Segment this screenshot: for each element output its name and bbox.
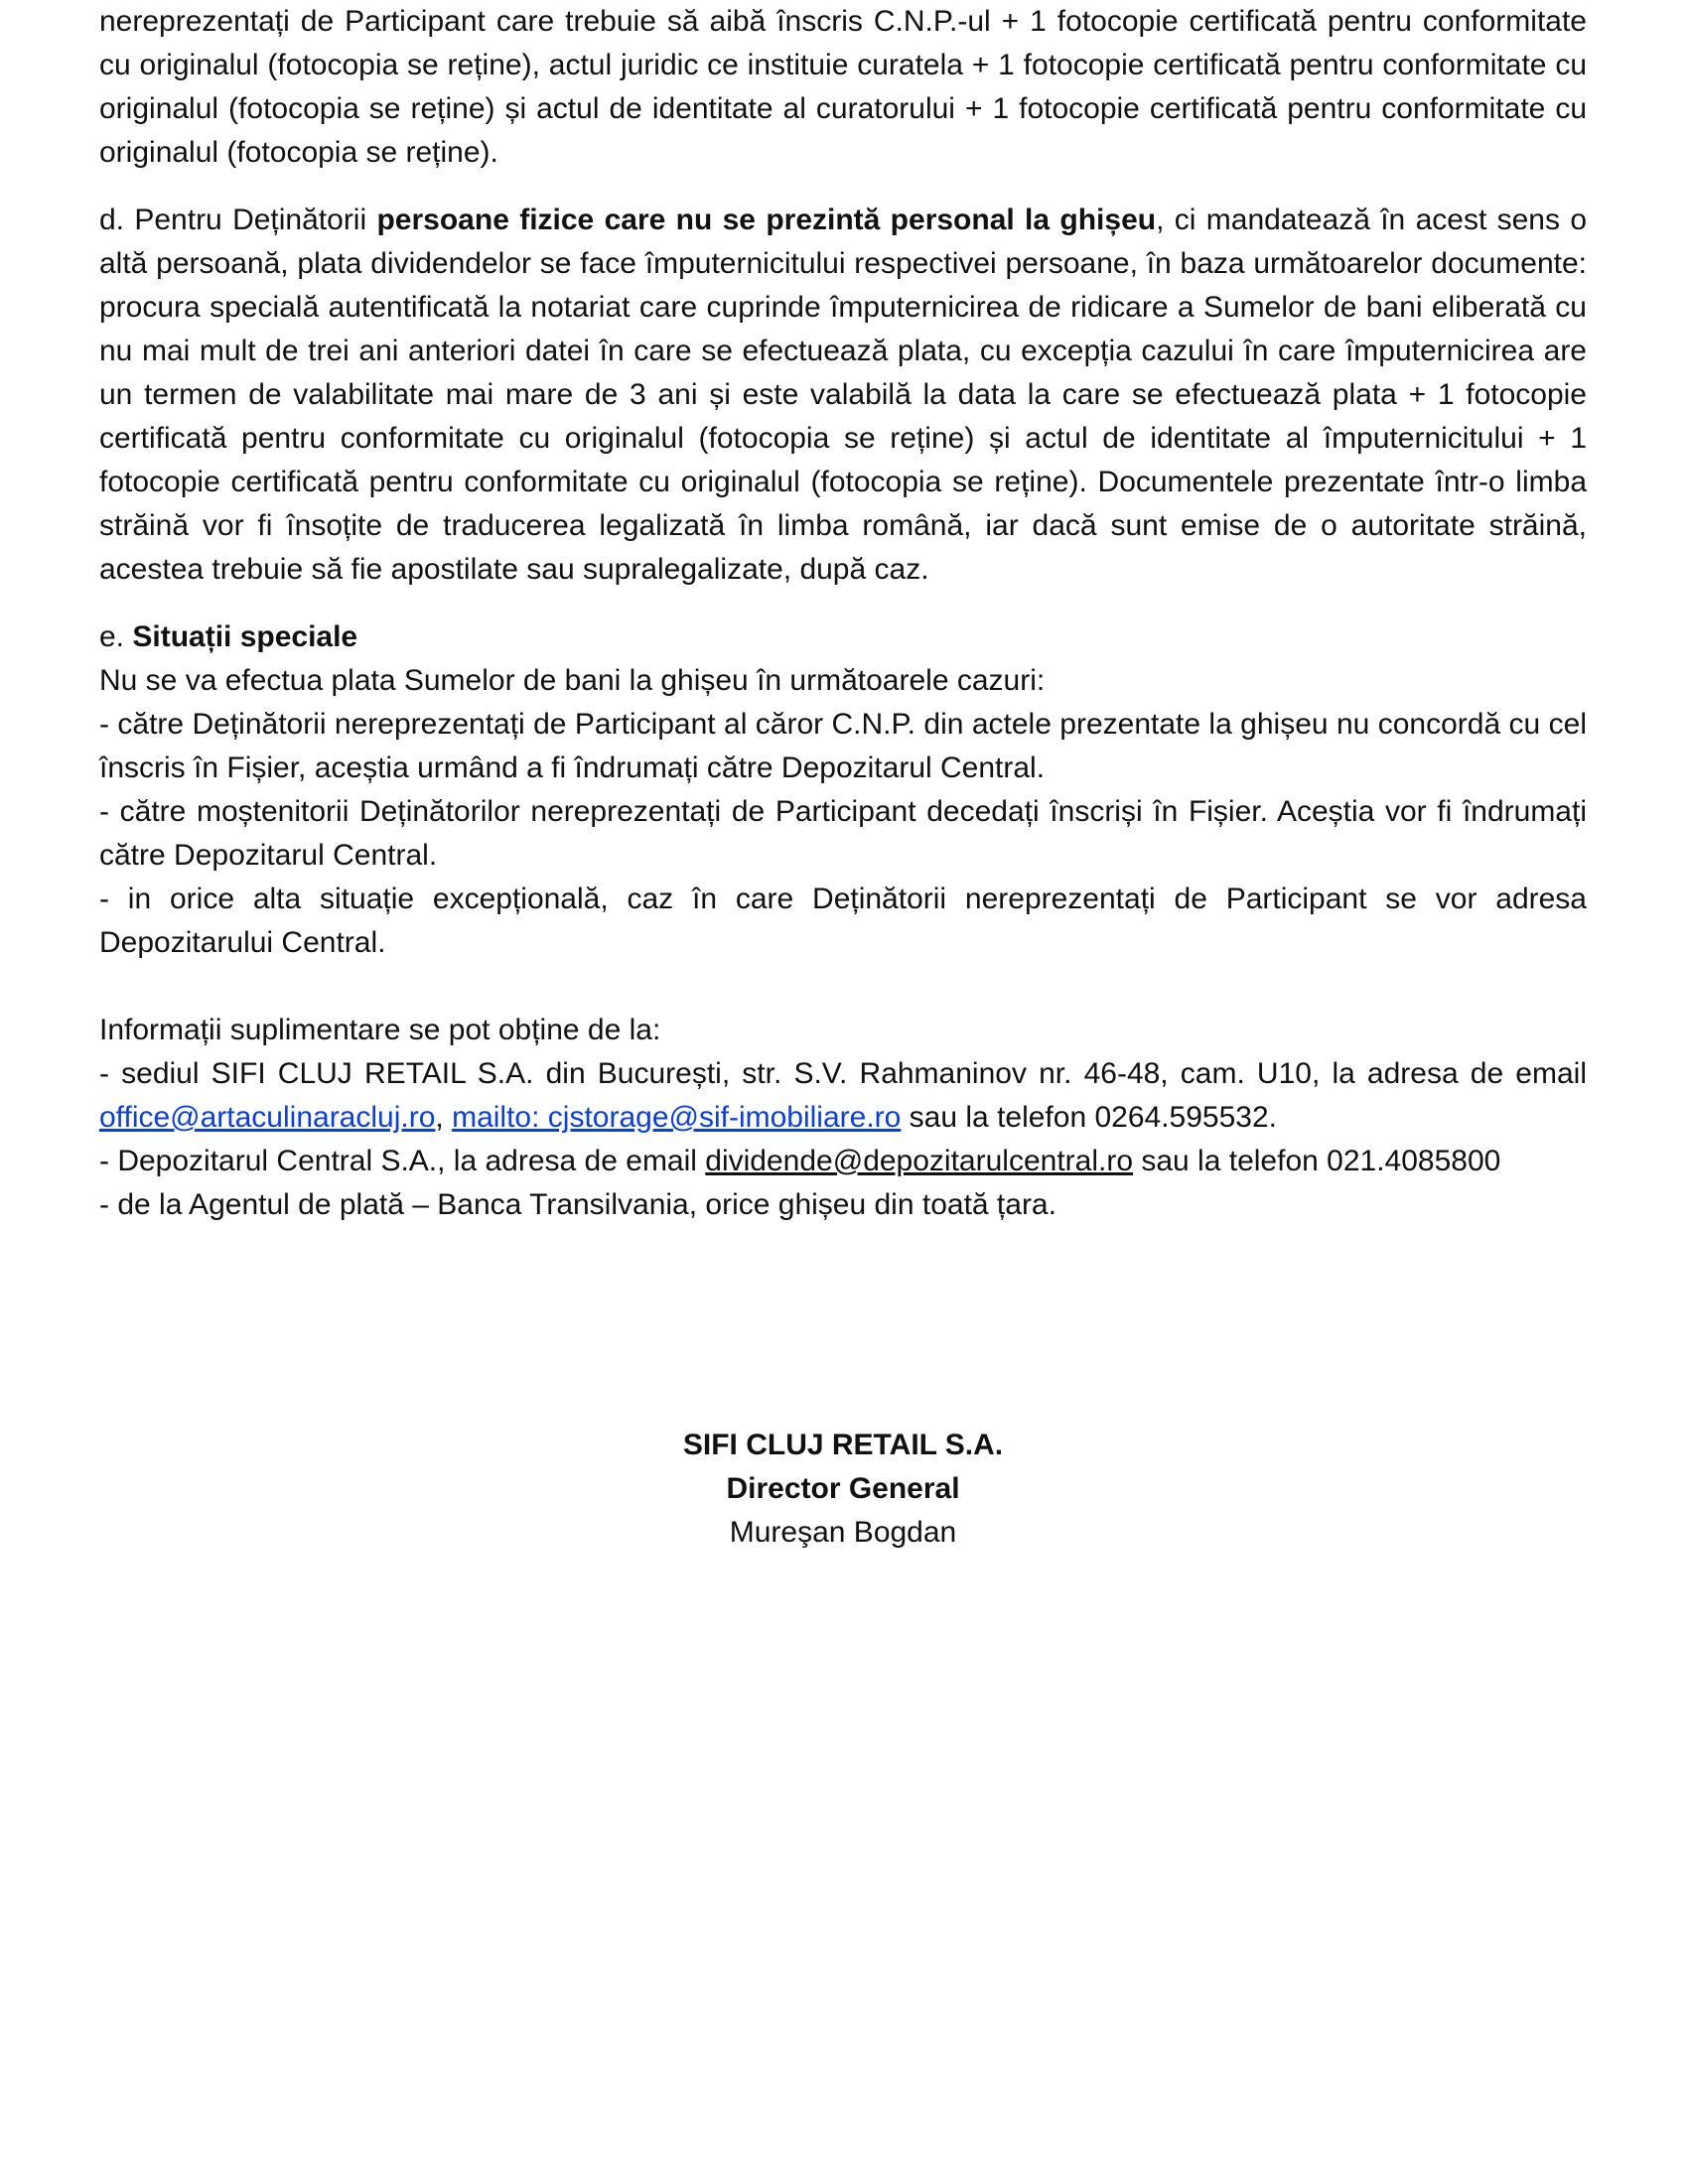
signature-company: SIFI CLUJ RETAIL S.A. xyxy=(682,1429,1004,1461)
info-line-agent: - de la Agentul de plată – Banca Transilvania, orice ghișeu din toată țara. xyxy=(99,1188,1056,1221)
email-link-cjstorage[interactable]: mailto: cjstorage@sif-imobiliare.ro xyxy=(452,1101,902,1134)
list-item: - către Deținătorii nereprezentați de Participant al căror C.N.P. din actele prezentate la ghișeu nu concordă cu cel înscris în Fișier, aceștia urmând a fi îndrumați către Depozitarul Central. xyxy=(99,708,1587,784)
paragraph-c-continuation: nereprezentați de Participant care trebuie să aibă înscris C.N.P.-ul + 1 fotocopie certificată pentru conformitate cu originalul (fotocopia se reține), actul juridic ce instituie curatela + 1 fotocopie certificată pentru conformitate cu originalul (fotocopia se reține) și actul de identitate al curatorului + 1 fotocopie certificată pentru conformitate cu originalul (fotocopia se reține). xyxy=(99,5,1587,169)
info-intro: Informații suplimentare se pot obține de la: xyxy=(99,1014,661,1046)
section-additional-info xyxy=(99,1009,1587,1227)
email-link-office[interactable]: office@artaculinaracluj.ro xyxy=(99,1101,436,1134)
paragraph-d-text: , ci mandatează în acest sens o altă persoană, plata dividendelor se face împuternicitului respectivei persoane, în baza următoarelor documente: procura specială autentificată la notariat care cuprinde împuternicirea de ridicare a Sumelor de bani eliberată cu nu mai mult de trei ani anteriori datei în care se efectuează plata, cu excepția cazului în care împuternicirea are un termen de valabilitate mai mare de 3 ani și este valabilă la data la care se efectuează plata + 1 fotocopie certificată pentru conformitate cu originalul (fotocopia se reține) și actul de identitate al împuternicitului + 1 fotocopie certificată pentru conformitate cu originalul (fotocopia se reține). Documentele prezentate într-o limba străină vor fi însoțite de traducerea legalizată în limba română, iar dacă sunt emise de o autoritate străină, acestea trebuie să fie apostilate sau supralegalizate, după caz. xyxy=(99,204,1587,586)
section-e-prefix: e. xyxy=(99,620,133,653)
list-item: - in orice alta situație excepțională, caz în care Deținătorii nereprezentați de Participant se vor adresa Depozitarului Central. xyxy=(99,883,1587,959)
document-page xyxy=(99,0,1587,1549)
list-item: - către moștenitorii Deținătorilor nereprezentați de Participant decedați înscriși în Fișier. Aceștia vor fi îndrumați către Depozitarul Central. xyxy=(99,795,1587,872)
info-line-depozitar-text: - Depozitarul Central S.A., la adresa de email xyxy=(99,1145,706,1177)
paragraph-d-bold: persoane fizice care nu se prezintă personal la ghișeu xyxy=(376,204,1157,236)
info-line-sifi-text: - sediul SIFI CLUJ RETAIL S.A. din București, str. S.V. Rahmaninov nr. 46-48, cam. U10, la adresa de email xyxy=(99,1057,1587,1090)
info-line-depozitar xyxy=(99,1140,1587,1183)
email-link-dividende[interactable]: dividende@depozitarulcentral.ro xyxy=(705,1145,1134,1177)
info-line-depozitar-end: sau la telefon 021.4085800 xyxy=(1133,1145,1501,1177)
info-line-sifi-end: sau la telefon 0264.595532. xyxy=(901,1101,1277,1134)
section-e-intro: Nu se va efectua plata Sumelor de bani la ghișeu în următoarele cazuri: xyxy=(99,664,1046,697)
paragraph-d xyxy=(99,199,1587,592)
section-e-heading xyxy=(99,615,1587,659)
section-e-title: Situații speciale xyxy=(132,620,358,653)
section-special-situations xyxy=(99,615,1587,965)
info-separator: , xyxy=(435,1101,453,1134)
info-line-sifi xyxy=(99,1052,1587,1140)
signature-name: Mureşan Bogdan xyxy=(729,1516,957,1549)
signature-block xyxy=(99,1424,1587,1555)
signature-role: Director General xyxy=(726,1472,960,1505)
paragraph-d-prefix: d. Pentru Deținătorii xyxy=(99,204,377,236)
